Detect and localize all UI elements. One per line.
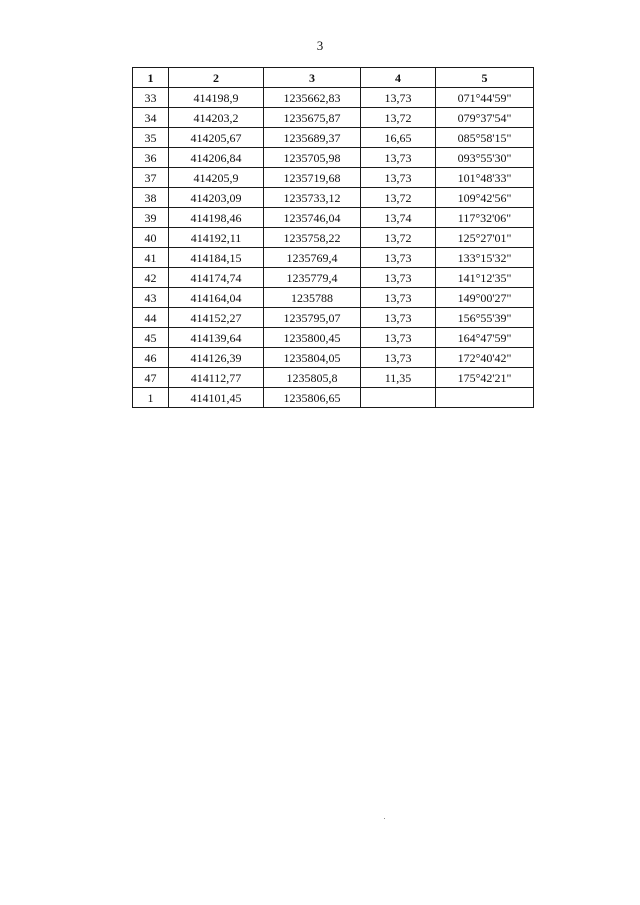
cell-x-coordinate: 414152,27 <box>169 308 264 328</box>
cell-distance: 13,74 <box>361 208 436 228</box>
cell-point-number: 39 <box>133 208 169 228</box>
header-x-coordinate: 2 <box>169 68 264 88</box>
header-point-number: 1 <box>133 68 169 88</box>
cell-point-number: 38 <box>133 188 169 208</box>
table-row <box>133 388 534 408</box>
table-row <box>133 368 534 388</box>
cell-y-coordinate: 1235719,68 <box>264 168 361 188</box>
cell-point-number: 35 <box>133 128 169 148</box>
cell-bearing: 156°55'39" <box>436 308 534 328</box>
cell-distance: 13,73 <box>361 268 436 288</box>
cell-distance: 13,73 <box>361 248 436 268</box>
cell-bearing: 109°42'56" <box>436 188 534 208</box>
cell-bearing: 149°00'27" <box>436 288 534 308</box>
cell-distance: 13,73 <box>361 168 436 188</box>
cell-x-coordinate: 414198,9 <box>169 88 264 108</box>
cell-x-coordinate: 414198,46 <box>169 208 264 228</box>
cell-bearing: 085°58'15" <box>436 128 534 148</box>
table-row <box>133 328 534 348</box>
cell-distance: 13,73 <box>361 348 436 368</box>
header-distance: 4 <box>361 68 436 88</box>
cell-y-coordinate: 1235733,12 <box>264 188 361 208</box>
cell-bearing: 133°15'32" <box>436 248 534 268</box>
cell-distance: 13,72 <box>361 228 436 248</box>
table-row <box>133 88 534 108</box>
cell-point-number: 43 <box>133 288 169 308</box>
table-body <box>133 88 534 408</box>
cell-x-coordinate: 414203,09 <box>169 188 264 208</box>
cell-distance: 13,73 <box>361 88 436 108</box>
cell-y-coordinate: 1235806,65 <box>264 388 361 408</box>
cell-distance: 13,73 <box>361 328 436 348</box>
table-row <box>133 308 534 328</box>
cell-point-number: 33 <box>133 88 169 108</box>
cell-x-coordinate: 414184,15 <box>169 248 264 268</box>
cell-x-coordinate: 414101,45 <box>169 388 264 408</box>
table-row <box>133 108 534 128</box>
cell-point-number: 42 <box>133 268 169 288</box>
cell-x-coordinate: 414205,9 <box>169 168 264 188</box>
table-row <box>133 268 534 288</box>
cell-x-coordinate: 414164,04 <box>169 288 264 308</box>
cell-distance: 13,72 <box>361 108 436 128</box>
cell-bearing: 093°55'30" <box>436 148 534 168</box>
cell-y-coordinate: 1235805,8 <box>264 368 361 388</box>
cell-distance: 13,73 <box>361 148 436 168</box>
cell-point-number: 36 <box>133 148 169 168</box>
cell-bearing: 175°42'21" <box>436 368 534 388</box>
cell-point-number: 41 <box>133 248 169 268</box>
cell-y-coordinate: 1235795,07 <box>264 308 361 328</box>
cell-distance <box>361 388 436 408</box>
table-row <box>133 348 534 368</box>
cell-bearing: 079°37'54" <box>436 108 534 128</box>
header-bearing: 5 <box>436 68 534 88</box>
table-row <box>133 128 534 148</box>
table-row <box>133 208 534 228</box>
table-row <box>133 288 534 308</box>
cell-bearing: 164°47'59" <box>436 328 534 348</box>
cell-y-coordinate: 1235746,04 <box>264 208 361 228</box>
cell-point-number: 46 <box>133 348 169 368</box>
cell-x-coordinate: 414192,11 <box>169 228 264 248</box>
cell-point-number: 1 <box>133 388 169 408</box>
cell-y-coordinate: 1235779,4 <box>264 268 361 288</box>
page-number: 3 <box>316 38 324 53</box>
table-row <box>133 248 534 268</box>
scan-speck <box>384 818 385 819</box>
cell-y-coordinate: 1235675,87 <box>264 108 361 128</box>
cell-x-coordinate: 414139,64 <box>169 328 264 348</box>
table-row <box>133 168 534 188</box>
cell-distance: 13,73 <box>361 288 436 308</box>
cell-x-coordinate: 414112,77 <box>169 368 264 388</box>
cell-point-number: 45 <box>133 328 169 348</box>
cell-bearing: 125°27'01" <box>436 228 534 248</box>
cell-y-coordinate: 1235769,4 <box>264 248 361 268</box>
header-y-coordinate: 3 <box>264 68 361 88</box>
cell-point-number: 44 <box>133 308 169 328</box>
cell-point-number: 40 <box>133 228 169 248</box>
table-header-row <box>133 68 534 88</box>
cell-y-coordinate: 1235705,98 <box>264 148 361 168</box>
cell-x-coordinate: 414203,2 <box>169 108 264 128</box>
cell-point-number: 47 <box>133 368 169 388</box>
cell-point-number: 37 <box>133 168 169 188</box>
cell-distance: 13,73 <box>361 308 436 328</box>
table-row <box>133 228 534 248</box>
cell-y-coordinate: 1235662,83 <box>264 88 361 108</box>
cell-bearing: 172°40'42" <box>436 348 534 368</box>
table-row <box>133 188 534 208</box>
cell-bearing: 117°32'06" <box>436 208 534 228</box>
cell-y-coordinate: 1235689,37 <box>264 128 361 148</box>
table-row <box>133 148 534 168</box>
cell-x-coordinate: 414174,74 <box>169 268 264 288</box>
cell-distance: 11,35 <box>361 368 436 388</box>
cell-y-coordinate: 1235800,45 <box>264 328 361 348</box>
cell-bearing: 101°48'33" <box>436 168 534 188</box>
cell-bearing <box>436 388 534 408</box>
cell-point-number: 34 <box>133 108 169 128</box>
cell-bearing: 141°12'35" <box>436 268 534 288</box>
cell-x-coordinate: 414206,84 <box>169 148 264 168</box>
cell-y-coordinate: 1235788 <box>264 288 361 308</box>
cell-x-coordinate: 414126,39 <box>169 348 264 368</box>
cell-distance: 16,65 <box>361 128 436 148</box>
cell-bearing: 071°44'59" <box>436 88 534 108</box>
cell-y-coordinate: 1235804,05 <box>264 348 361 368</box>
cell-y-coordinate: 1235758,22 <box>264 228 361 248</box>
cell-x-coordinate: 414205,67 <box>169 128 264 148</box>
cell-distance: 13,72 <box>361 188 436 208</box>
coordinates-table <box>132 67 534 408</box>
